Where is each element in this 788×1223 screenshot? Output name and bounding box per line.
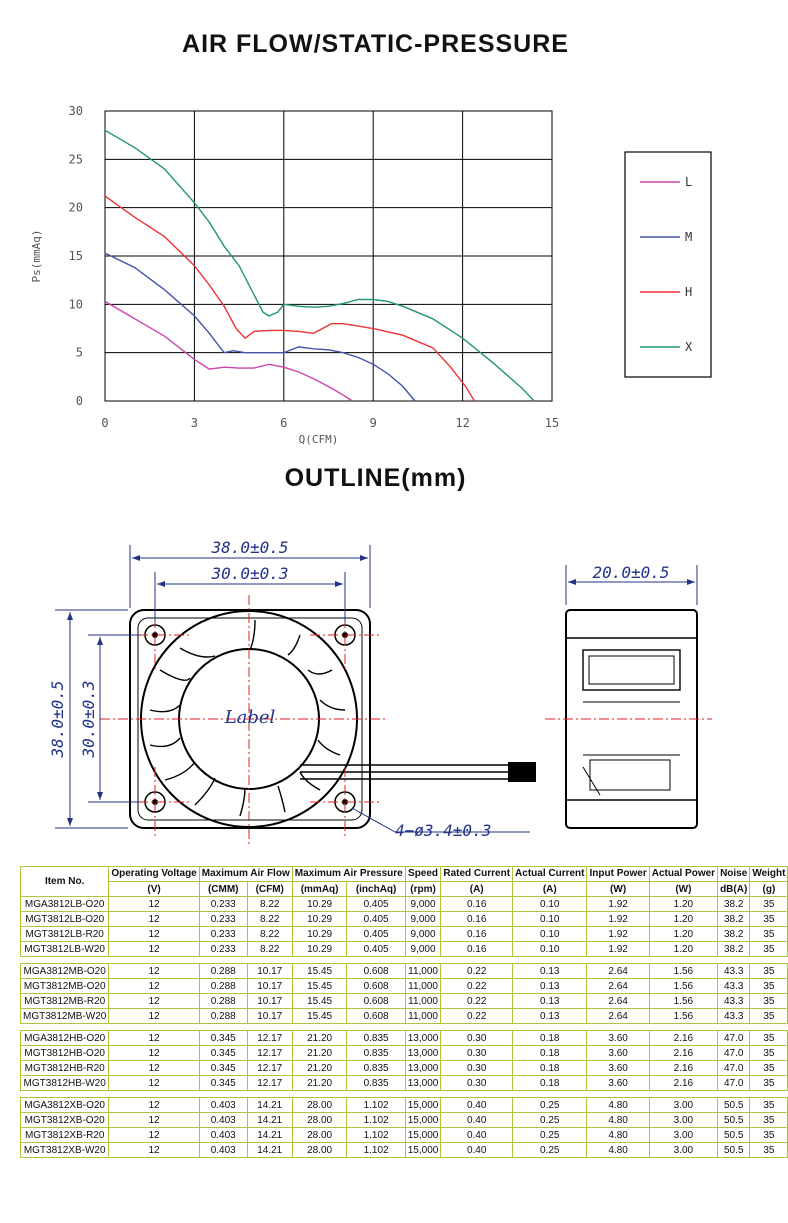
table-cell: 0.13 xyxy=(513,994,587,1009)
table-cell: 15.45 xyxy=(292,964,347,979)
dim-holes: 4−ø3.4±0.3 xyxy=(395,821,492,840)
table-cell: MGT3812XB-O20 xyxy=(21,1113,109,1128)
table-cell: 1.56 xyxy=(649,964,717,979)
table-cell: 3.60 xyxy=(587,1031,649,1046)
table-cell: MGT3812XB-R20 xyxy=(21,1128,109,1143)
table-row xyxy=(21,1031,788,1046)
table-cell: 10.17 xyxy=(247,1009,292,1024)
table-cell: 1.102 xyxy=(347,1143,405,1158)
table-cell: 0.10 xyxy=(513,942,587,957)
y-tick-label: 15 xyxy=(68,249,83,263)
table-cell: 12 xyxy=(109,942,199,957)
column-unit: (CFM) xyxy=(247,882,292,897)
table-cell: 0.608 xyxy=(347,994,405,1009)
legend-label-M: M xyxy=(685,230,693,244)
dim-width-inner: 30.0±0.3 xyxy=(211,564,289,583)
table-cell: 2.16 xyxy=(649,1076,717,1091)
table-cell: 2.64 xyxy=(587,964,649,979)
table-cell: MGT3812HB-W20 xyxy=(21,1076,109,1091)
dim-width-outer: 38.0±0.5 xyxy=(211,538,289,557)
column-header: Speed xyxy=(405,867,441,882)
table-cell: 1.92 xyxy=(587,912,649,927)
table-cell: 21.20 xyxy=(292,1046,347,1061)
table-cell: 38.2 xyxy=(718,897,750,912)
table-row xyxy=(21,964,788,979)
table-cell: 43.3 xyxy=(718,1009,750,1024)
column-header: Item No. xyxy=(21,867,109,897)
table-cell: 12 xyxy=(109,912,199,927)
table-body xyxy=(21,897,788,1158)
table-cell: MGA3812LB-O20 xyxy=(21,897,109,912)
table-cell: 1.102 xyxy=(347,1098,405,1113)
table-cell: MGA3812MB-O20 xyxy=(21,964,109,979)
table-cell: 1.20 xyxy=(649,897,717,912)
table-cell: 13,000 xyxy=(405,1061,441,1076)
table-cell: 3.60 xyxy=(587,1076,649,1091)
group-separator xyxy=(21,957,788,964)
table-cell: 12 xyxy=(109,1061,199,1076)
column-header: Weight xyxy=(750,867,788,882)
table-cell: 10.29 xyxy=(292,942,347,957)
table-cell: 1.56 xyxy=(649,1009,717,1024)
table-cell: 0.835 xyxy=(347,1046,405,1061)
table-cell: 2.16 xyxy=(649,1031,717,1046)
table-cell: 50.5 xyxy=(718,1128,750,1143)
table-row xyxy=(21,1113,788,1128)
table-cell: 12 xyxy=(109,1009,199,1024)
table-cell: 0.25 xyxy=(513,1113,587,1128)
table-cell: 14.21 xyxy=(247,1113,292,1128)
table-cell: 0.40 xyxy=(441,1113,513,1128)
column-header: Input Power xyxy=(587,867,649,882)
table-cell: 0.288 xyxy=(199,979,247,994)
table-cell: 0.30 xyxy=(441,1031,513,1046)
column-header: Maximum Air Flow xyxy=(199,867,292,882)
table-cell: 0.40 xyxy=(441,1098,513,1113)
y-tick-label: 25 xyxy=(68,152,83,167)
table-cell: 21.20 xyxy=(292,1076,347,1091)
table-cell: 15.45 xyxy=(292,1009,347,1024)
table-cell: 3.00 xyxy=(649,1128,717,1143)
table-cell: 0.30 xyxy=(441,1046,513,1061)
table-cell: 0.835 xyxy=(347,1031,405,1046)
x-tick-label: 9 xyxy=(369,416,377,430)
column-unit: dB(A) xyxy=(718,882,750,897)
table-cell: 10.17 xyxy=(247,994,292,1009)
table-cell: 0.16 xyxy=(441,942,513,957)
table-cell: 47.0 xyxy=(718,1076,750,1091)
table-cell: MGT3812LB-O20 xyxy=(21,912,109,927)
separator-cell xyxy=(21,1024,788,1031)
legend-label-L: L xyxy=(685,175,693,189)
table-cell: 43.3 xyxy=(718,964,750,979)
table-cell: 0.288 xyxy=(199,964,247,979)
column-header: Rated Current xyxy=(441,867,513,882)
column-unit: (rpm) xyxy=(405,882,441,897)
spec-table xyxy=(20,866,788,1158)
table-cell: 0.233 xyxy=(199,942,247,957)
table-cell: 0.608 xyxy=(347,979,405,994)
table-cell: MGA3812HB-O20 xyxy=(21,1031,109,1046)
table-cell: MGT3812LB-R20 xyxy=(21,927,109,942)
table-cell: 3.00 xyxy=(649,1113,717,1128)
table-cell: 12.17 xyxy=(247,1076,292,1091)
table-cell: 12 xyxy=(109,979,199,994)
table-cell: 0.345 xyxy=(199,1046,247,1061)
table-cell: 8.22 xyxy=(247,897,292,912)
column-unit: (V) xyxy=(109,882,199,897)
table-cell: 0.403 xyxy=(199,1143,247,1158)
table-cell: 0.16 xyxy=(441,897,513,912)
table-cell: 13,000 xyxy=(405,1031,441,1046)
column-header: Noise xyxy=(718,867,750,882)
table-cell: 8.22 xyxy=(247,912,292,927)
y-tick-label: 5 xyxy=(75,345,83,360)
table-cell: 0.345 xyxy=(199,1076,247,1091)
table-cell: 35 xyxy=(750,1128,788,1143)
x-tick-label: 15 xyxy=(544,416,560,430)
table-cell: 0.13 xyxy=(513,979,587,994)
table-cell: 0.233 xyxy=(199,897,247,912)
table-cell: 2.16 xyxy=(649,1046,717,1061)
table-cell: 9,000 xyxy=(405,927,441,942)
table-cell: MGT3812HB-O20 xyxy=(21,1046,109,1061)
table-cell: 35 xyxy=(750,994,788,1009)
table-cell: 35 xyxy=(750,927,788,942)
table-cell: 0.403 xyxy=(199,1113,247,1128)
table-cell: 10.17 xyxy=(247,979,292,994)
table-cell: 15,000 xyxy=(405,1128,441,1143)
table-cell: 4.80 xyxy=(587,1113,649,1128)
table-cell: 1.20 xyxy=(649,912,717,927)
x-tick-label: 12 xyxy=(455,416,470,430)
table-cell: 21.20 xyxy=(292,1031,347,1046)
table-cell: 10.29 xyxy=(292,897,347,912)
table-cell: 28.00 xyxy=(292,1128,347,1143)
x-tick-label: 6 xyxy=(280,416,288,430)
table-cell: 38.2 xyxy=(718,927,750,942)
table-cell: 1.20 xyxy=(649,942,717,957)
table-row xyxy=(21,994,788,1009)
table-cell: 10.29 xyxy=(292,927,347,942)
column-unit: (g) xyxy=(750,882,788,897)
table-cell: 21.20 xyxy=(292,1061,347,1076)
fan-label: Label xyxy=(224,707,276,728)
table-cell: 0.403 xyxy=(199,1098,247,1113)
table-row xyxy=(21,912,788,927)
table-cell: 0.40 xyxy=(441,1143,513,1158)
table-cell: 11,000 xyxy=(405,979,441,994)
table-cell: 0.233 xyxy=(199,927,247,942)
table-cell: 35 xyxy=(750,1098,788,1113)
column-unit: (CMM) xyxy=(199,882,247,897)
chart-title: AIR FLOW/STATIC-PRESSURE xyxy=(182,30,569,58)
table-cell: 12.17 xyxy=(247,1061,292,1076)
table-cell: 12 xyxy=(109,1076,199,1091)
table-cell: 12 xyxy=(109,964,199,979)
table-row xyxy=(21,897,788,912)
legend-box xyxy=(625,152,711,377)
table-cell: 12 xyxy=(109,994,199,1009)
table-cell: 14.21 xyxy=(247,1143,292,1158)
table-cell: 11,000 xyxy=(405,994,441,1009)
table-cell: 13,000 xyxy=(405,1046,441,1061)
table-cell: 1.56 xyxy=(649,979,717,994)
table-cell: 8.22 xyxy=(247,942,292,957)
table-cell: 9,000 xyxy=(405,912,441,927)
table-cell: 10.29 xyxy=(292,912,347,927)
table-cell: 43.3 xyxy=(718,994,750,1009)
table-cell: 2.64 xyxy=(587,979,649,994)
table-cell: 0.18 xyxy=(513,1076,587,1091)
y-tick-label: 20 xyxy=(68,200,83,215)
table-cell: 0.13 xyxy=(513,964,587,979)
table-cell: 0.30 xyxy=(441,1061,513,1076)
table-cell: 0.30 xyxy=(441,1076,513,1091)
table-cell: 1.56 xyxy=(649,994,717,1009)
table-cell: 0.10 xyxy=(513,897,587,912)
table-header-row xyxy=(21,867,788,882)
pq-chart xyxy=(0,0,751,460)
column-header: Actual Power xyxy=(649,867,717,882)
table-cell: 3.60 xyxy=(587,1061,649,1076)
table-cell: 11,000 xyxy=(405,1009,441,1024)
table-cell: 0.10 xyxy=(513,927,587,942)
table-cell: 15,000 xyxy=(405,1098,441,1113)
table-cell: 3.00 xyxy=(649,1143,717,1158)
x-tick-label: 3 xyxy=(190,416,199,430)
group-separator xyxy=(21,1024,788,1031)
table-cell: 35 xyxy=(750,1076,788,1091)
column-unit: (W) xyxy=(587,882,649,897)
table-units-row xyxy=(21,882,788,897)
table-cell: 0.405 xyxy=(347,897,405,912)
table-cell: 0.608 xyxy=(347,964,405,979)
table-cell: 47.0 xyxy=(718,1046,750,1061)
y-tick-label: 10 xyxy=(68,297,83,312)
table-cell: 15,000 xyxy=(405,1113,441,1128)
table-cell: 0.16 xyxy=(441,912,513,927)
table-cell: 35 xyxy=(750,912,788,927)
table-cell: MGT3812MB-W20 xyxy=(21,1009,109,1024)
table-cell: 1.92 xyxy=(587,927,649,942)
dim-depth: 20.0±0.5 xyxy=(592,563,670,582)
table-cell: 12 xyxy=(109,1143,199,1158)
table-row xyxy=(21,1046,788,1061)
y-tick-label: 0 xyxy=(75,394,83,408)
table-cell: 0.18 xyxy=(513,1046,587,1061)
table-cell: 3.00 xyxy=(649,1098,717,1113)
table-cell: 43.3 xyxy=(718,979,750,994)
table-cell: 12 xyxy=(109,927,199,942)
table-cell: 1.102 xyxy=(347,1128,405,1143)
table-cell: 0.405 xyxy=(347,912,405,927)
table-cell: 12 xyxy=(109,897,199,912)
table-cell: 28.00 xyxy=(292,1143,347,1158)
table-cell: 35 xyxy=(750,942,788,957)
table-cell: 8.22 xyxy=(247,927,292,942)
table-cell: 35 xyxy=(750,964,788,979)
y-tick-label: 30 xyxy=(68,104,83,118)
table-row xyxy=(21,1009,788,1024)
table-row xyxy=(21,942,788,957)
table-cell: 0.16 xyxy=(441,927,513,942)
table-cell: 28.00 xyxy=(292,1098,347,1113)
table-cell: 2.64 xyxy=(587,994,649,1009)
table-cell: 12.17 xyxy=(247,1046,292,1061)
column-unit: (A) xyxy=(513,882,587,897)
table-cell: 35 xyxy=(750,1143,788,1158)
separator-cell xyxy=(21,957,788,964)
table-cell: 3.60 xyxy=(587,1046,649,1061)
table-cell: 15.45 xyxy=(292,979,347,994)
table-cell: 12 xyxy=(109,1046,199,1061)
table-cell: 35 xyxy=(750,979,788,994)
dim-height-outer: 38.0±0.5 xyxy=(48,680,67,758)
table-cell: 4.80 xyxy=(587,1143,649,1158)
table-cell: MGT3812MB-R20 xyxy=(21,994,109,1009)
table-cell: 0.40 xyxy=(441,1128,513,1143)
table-cell: 0.405 xyxy=(347,927,405,942)
table-cell: 47.0 xyxy=(718,1061,750,1076)
group-separator xyxy=(21,1091,788,1098)
table-row xyxy=(21,1076,788,1091)
table-cell: 0.10 xyxy=(513,912,587,927)
table-cell: MGT3812MB-O20 xyxy=(21,979,109,994)
column-unit: (A) xyxy=(441,882,513,897)
separator-cell xyxy=(21,1091,788,1098)
front-view xyxy=(100,595,536,845)
table-cell: MGT3812LB-W20 xyxy=(21,942,109,957)
column-header: Operating Voltage xyxy=(109,867,199,882)
table-cell: 0.13 xyxy=(513,1009,587,1024)
table-cell: 0.22 xyxy=(441,1009,513,1024)
table-row xyxy=(21,1128,788,1143)
table-cell: 9,000 xyxy=(405,942,441,957)
table-cell: 50.5 xyxy=(718,1143,750,1158)
table-cell: 35 xyxy=(750,1061,788,1076)
legend-label-H: H xyxy=(685,285,693,299)
table-cell: 12 xyxy=(109,1113,199,1128)
x-tick-label: 0 xyxy=(101,416,109,430)
table-cell: 0.835 xyxy=(347,1061,405,1076)
table-cell: 35 xyxy=(750,1009,788,1024)
table-cell: 0.233 xyxy=(199,912,247,927)
table-cell: 0.25 xyxy=(513,1128,587,1143)
table-cell: 14.21 xyxy=(247,1128,292,1143)
table-cell: 9,000 xyxy=(405,897,441,912)
table-cell: 38.2 xyxy=(718,942,750,957)
table-row xyxy=(21,979,788,994)
legend-label-X: X xyxy=(685,340,693,354)
table-cell: MGT3812XB-W20 xyxy=(21,1143,109,1158)
dim-height-inner: 30.0±0.3 xyxy=(79,680,98,758)
table-cell: 35 xyxy=(750,1046,788,1061)
table-cell: 0.22 xyxy=(441,964,513,979)
table-cell: 15,000 xyxy=(405,1143,441,1158)
table-cell: 35 xyxy=(750,897,788,912)
column-unit: (W) xyxy=(649,882,717,897)
table-cell: 0.345 xyxy=(199,1031,247,1046)
table-cell: 0.18 xyxy=(513,1031,587,1046)
table-cell: 0.345 xyxy=(199,1061,247,1076)
column-unit: (inchAq) xyxy=(347,882,405,897)
table-cell: 1.102 xyxy=(347,1113,405,1128)
table-cell: 35 xyxy=(750,1113,788,1128)
table-cell: 0.608 xyxy=(347,1009,405,1024)
table-cell: 50.5 xyxy=(718,1098,750,1113)
table-cell: 1.92 xyxy=(587,897,649,912)
table-cell: 13,000 xyxy=(405,1076,441,1091)
table-cell: 0.835 xyxy=(347,1076,405,1091)
table-cell: 2.64 xyxy=(587,1009,649,1024)
table-cell: 12.17 xyxy=(247,1031,292,1046)
table-cell: MGT3812HB-R20 xyxy=(21,1061,109,1076)
table-row xyxy=(21,1143,788,1158)
table-row xyxy=(21,1098,788,1113)
table-row xyxy=(21,1061,788,1076)
table-cell: 0.25 xyxy=(513,1143,587,1158)
table-cell: 12 xyxy=(109,1031,199,1046)
table-cell: 14.21 xyxy=(247,1098,292,1113)
outline-drawing xyxy=(0,510,751,860)
table-cell: 35 xyxy=(750,1031,788,1046)
x-axis-label: Q(CFM) xyxy=(298,433,339,446)
column-unit: (mmAq) xyxy=(292,882,347,897)
table-cell: 0.25 xyxy=(513,1098,587,1113)
outline-title: OUTLINE(mm) xyxy=(284,464,467,492)
table-cell: 28.00 xyxy=(292,1113,347,1128)
column-header: Actual Current xyxy=(513,867,587,882)
table-cell: 0.288 xyxy=(199,1009,247,1024)
table-cell: 0.22 xyxy=(441,994,513,1009)
table-row xyxy=(21,927,788,942)
table-cell: 0.405 xyxy=(347,942,405,957)
table-cell: 50.5 xyxy=(718,1113,750,1128)
table-cell: 15.45 xyxy=(292,994,347,1009)
table-cell: 11,000 xyxy=(405,964,441,979)
table-cell: 0.22 xyxy=(441,979,513,994)
table-cell: 12 xyxy=(109,1098,199,1113)
y-axis-label: Ps(mmAq) xyxy=(30,229,43,283)
table-cell: 47.0 xyxy=(718,1031,750,1046)
table-cell: 10.17 xyxy=(247,964,292,979)
table-cell: 0.288 xyxy=(199,994,247,1009)
table-cell: 38.2 xyxy=(718,912,750,927)
table-cell: 2.16 xyxy=(649,1061,717,1076)
table-cell: 1.92 xyxy=(587,942,649,957)
table-cell: 0.18 xyxy=(513,1061,587,1076)
table-cell: 4.80 xyxy=(587,1098,649,1113)
table-cell: 1.20 xyxy=(649,927,717,942)
table-cell: 12 xyxy=(109,1128,199,1143)
column-header: Maximum Air Pressure xyxy=(292,867,405,882)
table-cell: MGA3812XB-O20 xyxy=(21,1098,109,1113)
table-cell: 4.80 xyxy=(587,1128,649,1143)
table-cell: 0.403 xyxy=(199,1128,247,1143)
